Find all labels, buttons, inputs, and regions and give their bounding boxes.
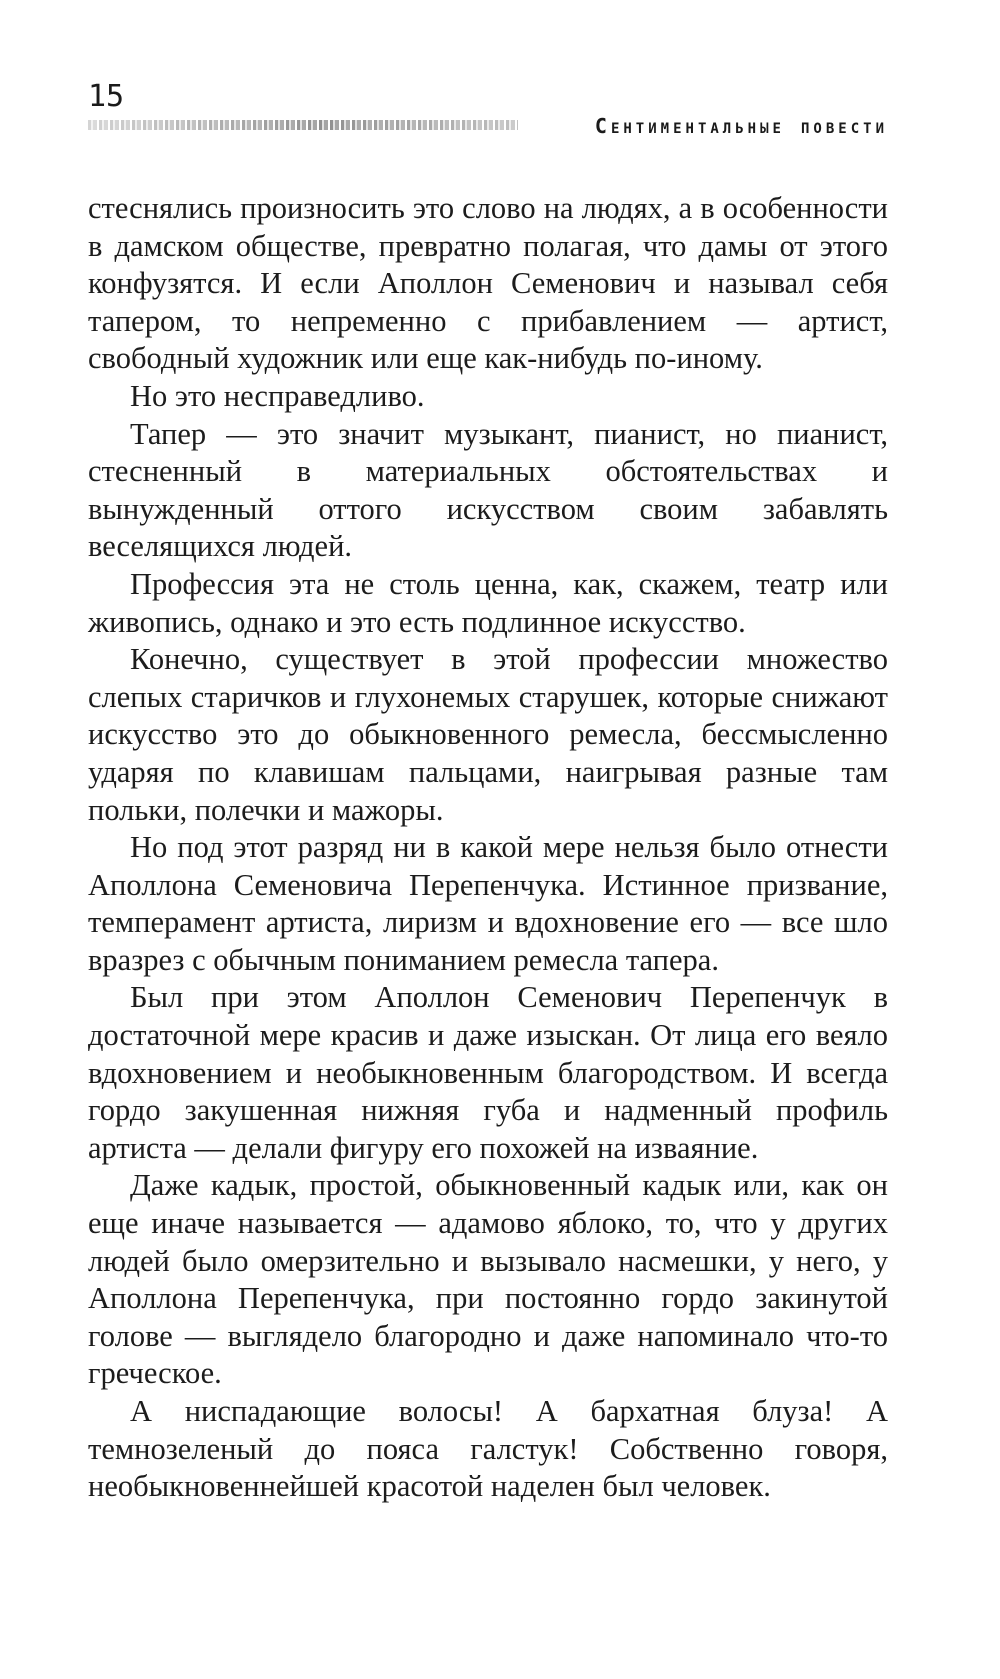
paragraph: Но под этот разряд ни в какой мере нельзя было отнести Аполлона Семеновича Перепенчука. Истинное призвание, темперамент артиста, лиризм и вдохновение его — все шло вразрез с обычным пониманием ремесла тапера.: [88, 830, 888, 977]
running-title: Сентиментальные повести: [594, 114, 888, 138]
header-rule: [88, 120, 518, 130]
paragraph: Тапер — это значит музыкант, пианист, но пианист, стесненный в материальных обстоятельствах и вынужденный оттого искусством своим забавлять веселящихся людей.: [88, 416, 888, 564]
page-number: 15: [88, 79, 125, 114]
paragraph: Но это несправедливо.: [130, 378, 425, 413]
paragraph: Даже кадык, простой, обыкновенный кадык или, как он еще иначе называется — адамово яблоко, то, что у других людей было омерзительно и вызывало насмешки, у него, у Аполлона Перепенчука, при постоянно гордо закинутой голове — выглядело благородно и даже напоминало что-то греческое.: [88, 1168, 888, 1391]
paragraph: стеснялись произносить это слово на людях, а в особенности в дамском обществе, превратно полагая, что дамы от этого конфузятся. И если Аполлон Семенович и называл себя тапером, то непременно с прибавлением — артист, свободный художник или еще как-нибудь по-иному.: [88, 191, 888, 376]
paragraph: Профессия эта не столь ценна, как, скажем, театр или живопись, однако и это есть подлинное искусство.: [88, 566, 888, 639]
body-text: [88, 190, 888, 1506]
paragraph: Конечно, существует в этой профессии множество слепых старичков и глухонемых старушек, которые снижают искусство это до обыкновенного ремесла, бессмысленно ударяя по клавишам пальцами, наигрывая разные там польки, полечки и мажоры.: [88, 642, 888, 827]
paragraph: А ниспадающие волосы! А бархатная блуза! А темнозеленый до пояса галстук! Собственно говоря, необыкновеннейшей красотой наделен был человек.: [88, 1394, 888, 1504]
paragraph: Был при этом Аполлон Семенович Перепенчук в достаточной мере красив и даже изыскан. От лица его веяло вдохновением и необыкновенным благородством. И всегда гордо закушенная нижняя губа и надменный профиль артиста — делали фигуру его похожей на изваяние.: [88, 980, 888, 1165]
